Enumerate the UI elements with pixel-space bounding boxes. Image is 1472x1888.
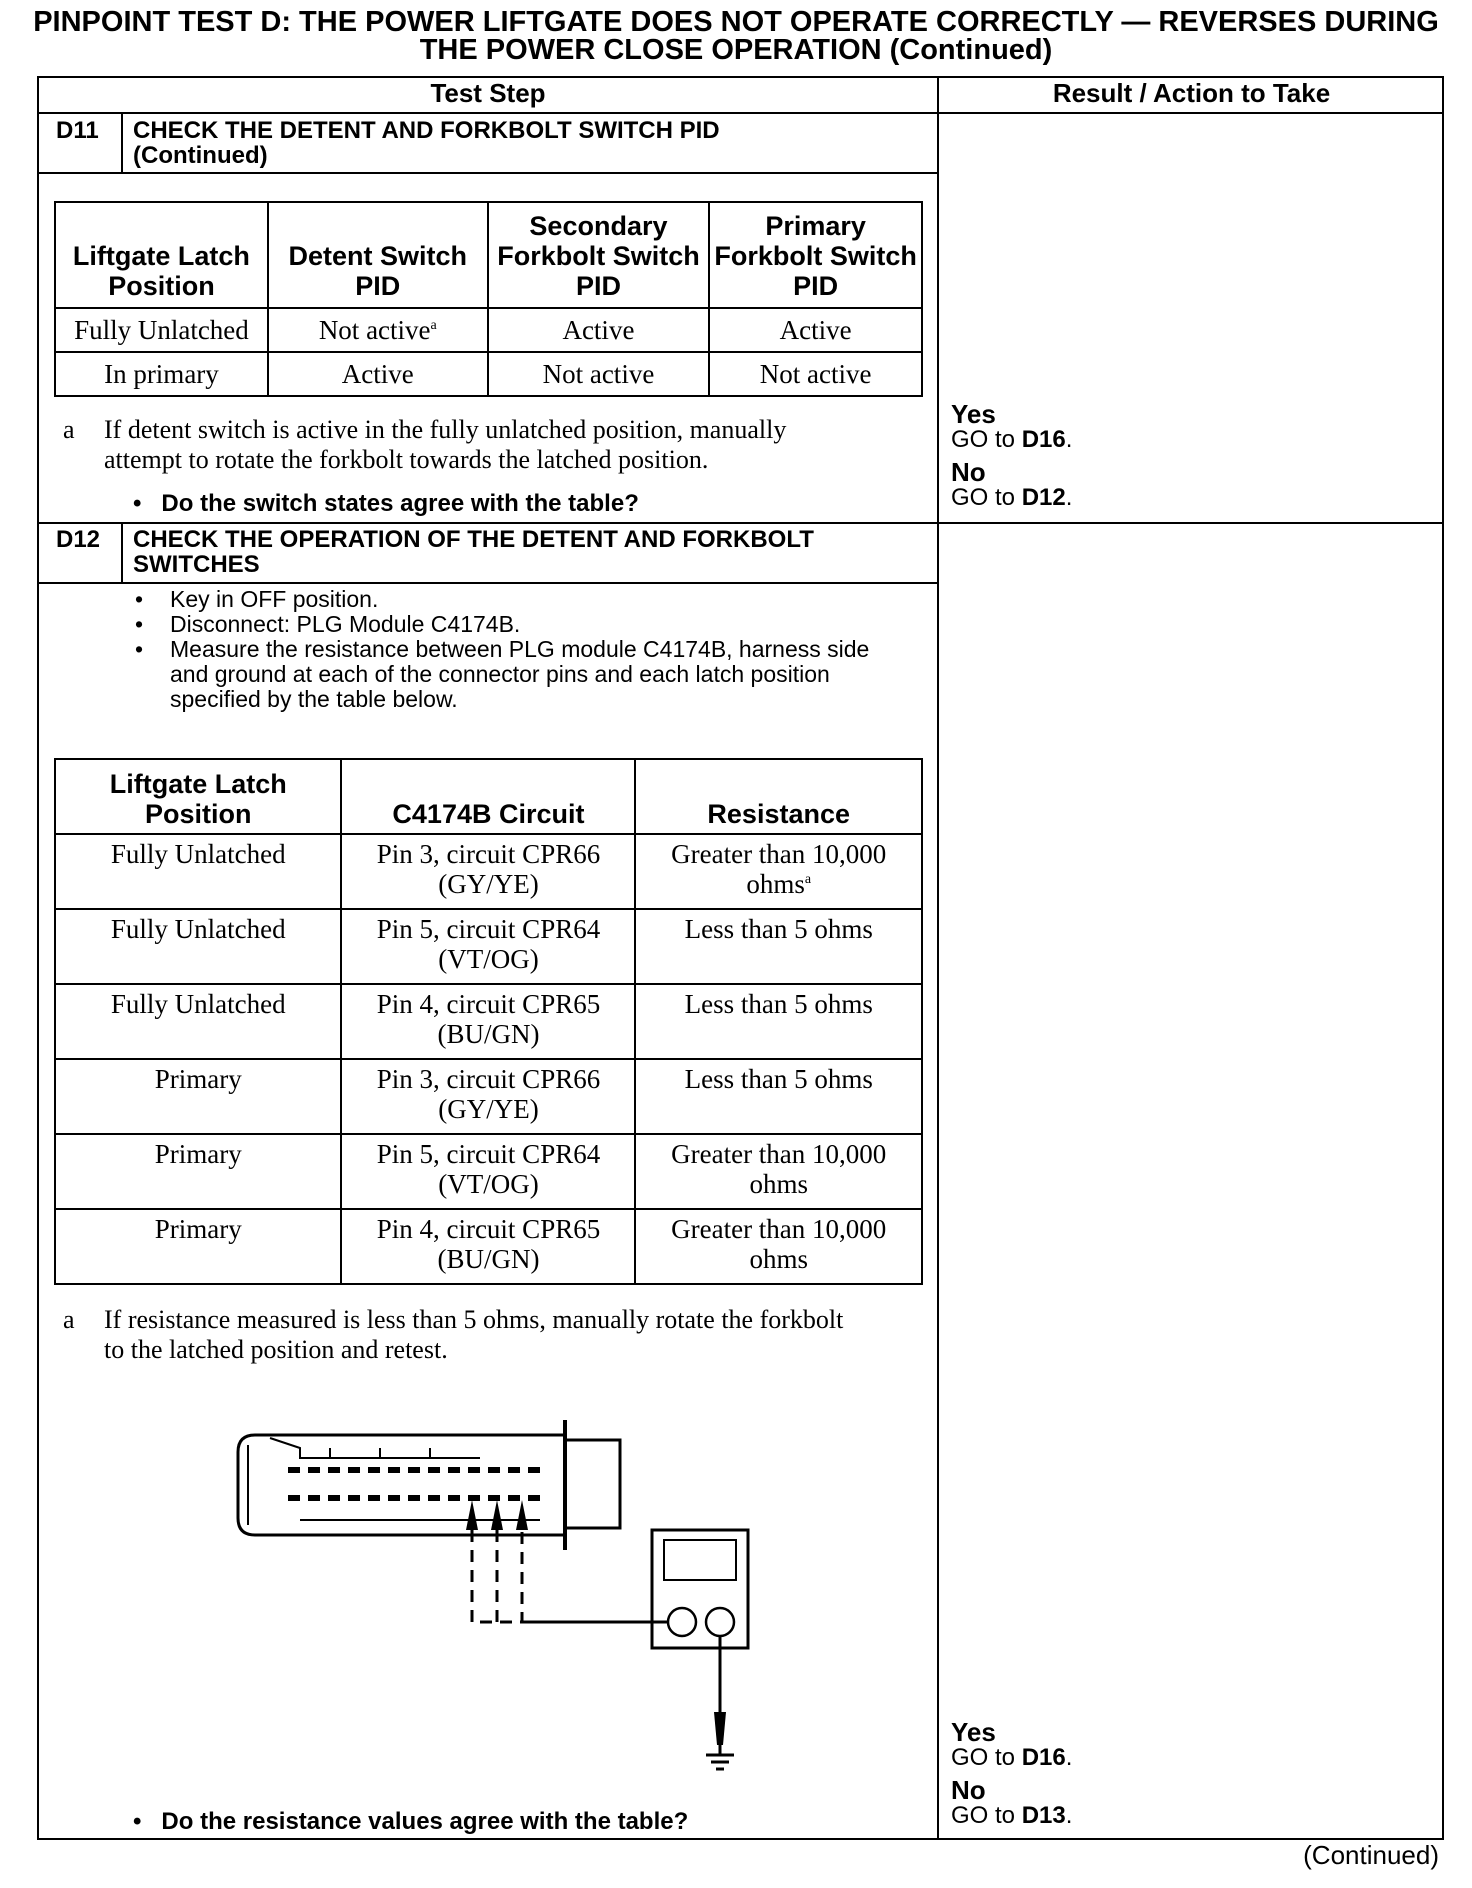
continued-label: (Continued) <box>1303 1840 1439 1870</box>
table-row <box>55 909 922 984</box>
d12-cell: Pin 5, circuit CPR64 (VT/OG) <box>341 909 635 984</box>
probe-tip <box>491 1500 503 1530</box>
d11-cell: Active <box>488 308 710 352</box>
d12-cell <box>635 834 922 909</box>
d11-header-cell: Detent Switch PID <box>268 202 488 308</box>
d12-cell: Less than 5 ohms <box>635 909 922 984</box>
step-title-divider <box>37 172 938 174</box>
d12-result <box>951 1719 1072 1829</box>
pin-row-bottom <box>428 1495 440 1501</box>
pin-row-bottom <box>368 1495 380 1501</box>
ground-symbol <box>706 1745 734 1769</box>
note-label: a <box>63 1305 75 1334</box>
d12-cell: Pin 3, circuit CPR66 (GY/YE) <box>341 834 635 909</box>
pin-row-top <box>288 1467 300 1473</box>
d11-header-cell: Liftgate Latch Position <box>55 202 268 308</box>
step-divider <box>37 522 1444 524</box>
note-label: a <box>63 415 75 444</box>
pin-row-top <box>528 1467 540 1473</box>
table-row <box>55 834 922 909</box>
footnote-mark: a <box>430 318 437 333</box>
d12-header-cell: Liftgate Latch Position <box>55 759 341 834</box>
d12-cell: Primary <box>55 1134 341 1209</box>
action-target: D13 <box>1021 1802 1066 1829</box>
d11-cell-text: Not active <box>318 315 431 345</box>
footnote-mark: a <box>804 872 812 887</box>
step-title-d11 <box>133 118 720 168</box>
step-title-line: (Continued) <box>133 142 268 169</box>
action-period: . <box>1065 1744 1073 1771</box>
bullet-text: Key in OFF position. <box>170 586 379 612</box>
step-id-divider <box>121 522 123 584</box>
d12-cell: Fully Unlatched <box>55 909 341 984</box>
ground-probe <box>714 1712 726 1745</box>
bullet-glyph: • <box>135 611 144 637</box>
d11-result <box>951 401 1072 511</box>
connector-lock <box>565 1440 620 1528</box>
pin-row-top <box>448 1467 460 1473</box>
bullet-glyph: • <box>133 1808 142 1835</box>
pin-row-top <box>468 1467 480 1473</box>
note-text: If resistance measured is less than 5 ohms, manually rotate the forkbolt to the latched position and retest. <box>104 1305 844 1364</box>
action-target: D16 <box>1021 1744 1066 1771</box>
pin-row-bottom <box>348 1495 360 1501</box>
d12-bullets <box>130 587 910 712</box>
probe-tip <box>516 1500 528 1530</box>
question-text: Do the resistance values agree with the table? <box>161 1808 689 1835</box>
result-no: No <box>951 457 986 487</box>
d12-cell: Less than 5 ohms <box>635 1059 922 1134</box>
d12-header-cell: C4174B Circuit <box>341 759 635 834</box>
d12-cell: Primary <box>55 1059 341 1134</box>
d12-cell: Greater than 10,000 ohms <box>635 1134 922 1209</box>
d11-cell: Not active <box>488 352 710 396</box>
pin-row-top <box>508 1467 520 1473</box>
question-text: Do the switch states agree with the table? <box>161 490 639 517</box>
step-id-d11: D11 <box>56 117 99 144</box>
d12-header-cell: Resistance <box>635 759 922 834</box>
pin-row-top <box>368 1467 380 1473</box>
action-target: D12 <box>1021 484 1066 511</box>
probe-tip <box>466 1500 478 1530</box>
connector-meter-diagram <box>0 1380 940 1800</box>
d12-question <box>133 1808 688 1836</box>
d12-cell: Fully Unlatched <box>55 984 341 1059</box>
step-title-line: CHECK THE OPERATION OF THE DETENT AND FORKBOLT <box>133 526 814 553</box>
action-target: D16 <box>1021 426 1066 453</box>
pin-row-top <box>488 1467 500 1473</box>
table-row <box>55 1059 922 1134</box>
action-text: GO to <box>951 1802 1022 1829</box>
d12-cell: Pin 4, circuit CPR65 (BU/GN) <box>341 984 635 1059</box>
pin-row-top <box>388 1467 400 1473</box>
bullet-text: Measure the resistance between PLG module C4174B, harness side and ground at each of the connector pins and each latch position specified by the table below. <box>170 636 870 712</box>
pin-row-bottom <box>528 1495 540 1501</box>
d11-header-cell: Primary Forkbolt Switch PID <box>709 202 922 308</box>
title-line-1: PINPOINT TEST D: THE POWER LIFTGATE DOES NOT OPERATE CORRECTLY — REVERSES DURING <box>33 6 1439 38</box>
d11-question <box>133 490 639 518</box>
title-line-2: THE POWER CLOSE OPERATION (Continued) <box>419 34 1053 66</box>
probe-tips <box>466 1500 528 1530</box>
result-yes-action <box>951 427 1072 453</box>
table-row <box>55 352 922 396</box>
pin-row-bottom <box>288 1495 300 1501</box>
bullet-glyph: • <box>135 636 144 662</box>
step-id-divider <box>121 112 123 174</box>
probe-leads <box>472 1530 522 1622</box>
pin-row-top <box>408 1467 420 1473</box>
action-text: GO to <box>951 1744 1022 1771</box>
pin-row-bottom <box>488 1495 500 1501</box>
result-yes: Yes <box>951 1717 996 1747</box>
d11-cell: In primary <box>55 352 268 396</box>
d11-cell: Not active <box>709 352 922 396</box>
pin-row-top <box>348 1467 360 1473</box>
plus-terminal <box>668 1608 696 1636</box>
minus-terminal <box>706 1608 734 1636</box>
pin-row-bottom <box>448 1495 460 1501</box>
list-item <box>130 637 910 712</box>
connector-rib-detail <box>330 1448 430 1458</box>
pin-row-top <box>308 1467 320 1473</box>
page-title <box>0 8 1472 64</box>
list-item <box>130 587 910 612</box>
result-yes: Yes <box>951 399 996 429</box>
step-title-line: SWITCHES <box>133 551 260 578</box>
d12-resistance-table <box>54 758 923 1285</box>
d12-cell: Fully Unlatched <box>55 834 341 909</box>
table-row <box>55 1209 922 1284</box>
d12-cell: Pin 4, circuit CPR65 (BU/GN) <box>341 1209 635 1284</box>
d12-cell-text: Greater than 10,000 ohms <box>671 839 887 899</box>
ohmmeter <box>652 1530 748 1648</box>
result-no-action <box>951 1803 1072 1829</box>
d11-cell: Active <box>709 308 922 352</box>
d12-cell: Primary <box>55 1209 341 1284</box>
action-period: . <box>1065 484 1073 511</box>
header-divider <box>37 112 1444 114</box>
d11-pid-table <box>54 201 923 397</box>
connector-rib <box>270 1438 480 1458</box>
list-item <box>130 612 910 637</box>
d11-cell: Fully Unlatched <box>55 308 268 352</box>
pin-row-bottom <box>328 1495 340 1501</box>
d11-cell <box>268 308 488 352</box>
d12-cell: Greater than 10,000 ohms <box>635 1209 922 1284</box>
step-id-d12: D12 <box>56 526 101 553</box>
meter-display <box>664 1540 736 1580</box>
pin-row-bottom <box>388 1495 400 1501</box>
table-row <box>55 308 922 352</box>
bullet-glyph: • <box>135 586 144 612</box>
action-period: . <box>1065 426 1073 453</box>
step-title-d12 <box>133 527 814 577</box>
pin-row-bottom <box>468 1495 480 1501</box>
result-no: No <box>951 1775 986 1805</box>
pin-row-top <box>428 1467 440 1473</box>
step-title-line: CHECK THE DETENT AND FORKBOLT SWITCH PID <box>133 117 720 144</box>
bullet-text: Disconnect: PLG Module C4174B. <box>170 611 521 637</box>
result-yes-action <box>951 1745 1072 1771</box>
bullet-glyph: • <box>133 490 142 517</box>
d12-cell: Pin 5, circuit CPR64 (VT/OG) <box>341 1134 635 1209</box>
action-text: GO to <box>951 426 1022 453</box>
result-no-action <box>951 485 1072 511</box>
connector-pins <box>288 1467 540 1501</box>
pin-row-bottom <box>408 1495 420 1501</box>
action-period: . <box>1065 1802 1073 1829</box>
action-text: GO to <box>951 484 1022 511</box>
note-text: If detent switch is active in the fully unlatched position, manually attempt to rotate the forkbolt towards the latched position. <box>104 415 787 474</box>
header-test-step: Test Step <box>430 78 546 108</box>
step-title-divider <box>37 582 938 584</box>
d12-cell: Pin 3, circuit CPR66 (GY/YE) <box>341 1059 635 1134</box>
pin-row-bottom <box>508 1495 520 1501</box>
table-row <box>55 1134 922 1209</box>
pin-row-top <box>328 1467 340 1473</box>
pin-row-bottom <box>308 1495 320 1501</box>
d11-header-cell: Secondary Forkbolt Switch PID <box>488 202 710 308</box>
table-row <box>55 984 922 1059</box>
header-result: Result / Action to Take <box>1052 78 1331 108</box>
d12-cell: Less than 5 ohms <box>635 984 922 1059</box>
d11-cell: Active <box>268 352 488 396</box>
